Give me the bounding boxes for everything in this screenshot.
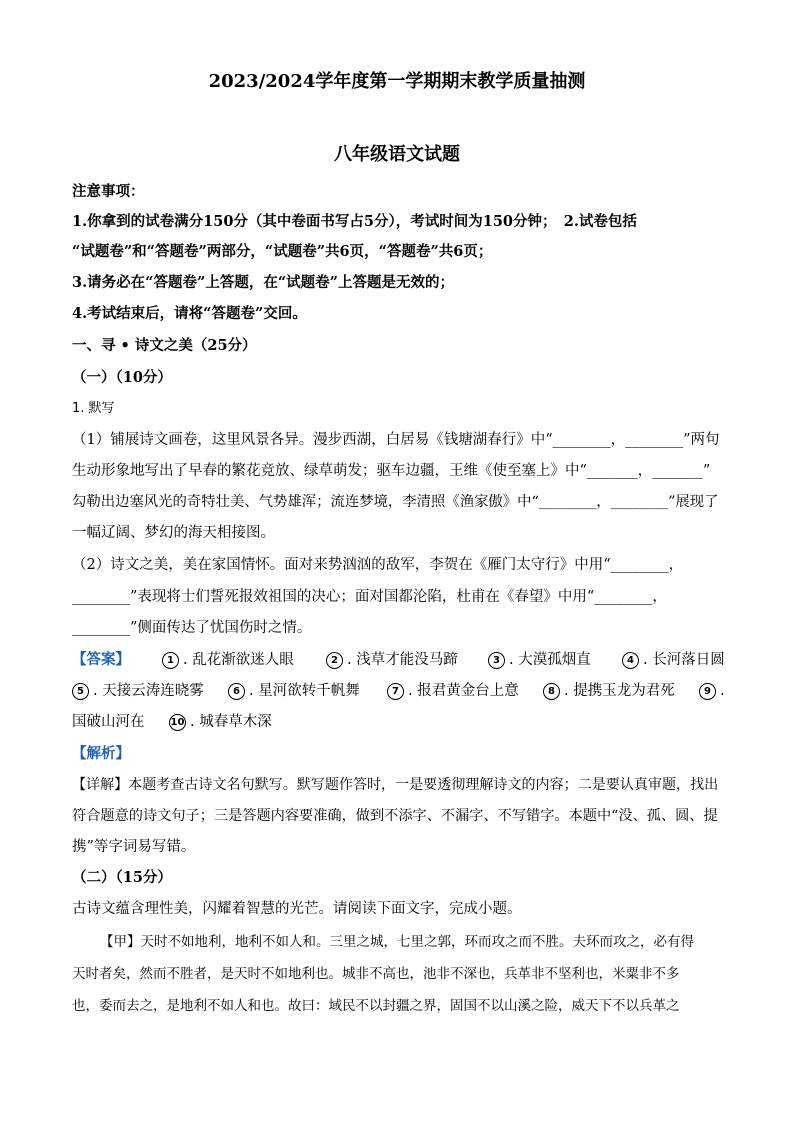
answer-item: 6 . 星河欲转千帆舞 <box>228 681 360 701</box>
answer-item: 5 . 天接云涛连晓雾 <box>72 681 204 701</box>
notice-line-1: 1.你拿到的试卷满分150分（其中卷面书写占5分），考试时间为150分钟； 2.试卷包括 <box>72 213 637 230</box>
section1-heading: 一、寻 • 诗文之美（25分） <box>72 337 257 354</box>
passage-jia-line-3: 也，委而去之，是地利不如人和也。故曰：域民不以封疆之界，固国不以山溪之险，威天下不以兵革之 <box>72 998 680 1014</box>
answer-item: 8 . 提携玉龙为君死 <box>543 681 675 701</box>
passage-jia-line-2: 天时者矣，然而不胜者，是天时不如地利也。城非不高也，池非不深也，兵革非不坚利也，米粟非不多 <box>72 966 680 982</box>
answer-item: 3 . 大漠孤烟直 <box>488 650 591 670</box>
notice-heading: 注意事项： <box>72 183 145 200</box>
exam-title: 2023/2024学年度第一学期期末教学质量抽测 <box>208 71 586 92</box>
notice-line-3: 3.请务必在“答题卷”上答题，在“试题卷”上答题是无效的； <box>72 274 454 291</box>
q1-part1-line-2: 生动形象地写出了早春的繁花竞放、绿草萌发；驱车边疆，王维《使至塞上》中“_______，_______” <box>72 463 711 479</box>
q1-part1-line-4: 一幅辽阔、梦幻的海天相接图。 <box>72 525 275 541</box>
q1-part1-line-3: 勾勒出边塞风光的奇特壮美、气势雄浑；流连梦境，李清照《渔家傲》中“________，________”展现了 <box>72 494 719 510</box>
circled-number-icon: 5 <box>72 683 89 700</box>
circled-number-icon: 8 <box>543 683 560 700</box>
circled-number-icon: 3 <box>488 652 505 669</box>
q1-part2-line-3: ________”侧面传达了忧国伤时之情。 <box>72 620 312 636</box>
passage-jia-line-1: 【甲】天时不如地利，地利不如人和。三里之城，七里之郭，环而攻之而不胜。夫环而攻之，必有得 <box>100 934 694 950</box>
notice-line-2: “试题卷”和“答题卷”两部分，“试题卷”共6页，“答题卷”共6页； <box>72 243 493 260</box>
answer-label: 【答案】 <box>72 651 130 668</box>
exam-subtitle: 八年级语文试题 <box>334 144 460 165</box>
answer-item: 1 . 乱花渐欲迷人眼 <box>162 650 294 670</box>
part2-heading: （二）（15分） <box>72 869 172 886</box>
answer-item: 9 . <box>699 681 725 701</box>
circled-number-icon: 9 <box>699 683 716 700</box>
answer-row-1 <box>72 650 724 670</box>
answer-item: 4 . 长河落日圆 <box>622 650 725 670</box>
analysis-line-2: 符合题意的诗文句子；三是答题内容要准确，做到不添字、不漏字、不写错字。本题中“没、孤、圆、提 <box>72 808 718 824</box>
analysis-line-1: 【详解】本题考查古诗文名句默写。默写题作答时，一是要透彻理解诗文的内容；二是要认真审题，找出 <box>72 777 719 793</box>
circled-number-icon: 1 <box>162 652 179 669</box>
answer-item: 2 . 浅草才能没马蹄 <box>326 650 458 670</box>
analysis-label: 【解析】 <box>72 745 130 762</box>
answer-row-3 <box>72 712 724 732</box>
answer-item: 7 . 报君黄金台上意 <box>387 681 519 701</box>
answer-item: 10 . 城春草木深 <box>170 714 272 730</box>
part2-intro: 古诗文蕴含理性美，闪耀着智慧的光芒。请阅读下面文字，完成小题。 <box>72 901 522 917</box>
answer-item-continued: 国破山河在 <box>72 714 145 730</box>
q1-title: 1. 默写 <box>72 401 115 416</box>
circled-number-icon: 6 <box>228 683 245 700</box>
q1-part2-line-2: ________”表现将士们誓死报效祖国的决心；面对国都沦陷，杜甫在《春望》中用“________， <box>72 589 667 605</box>
circled-number-icon: 7 <box>387 683 404 700</box>
circled-number-icon: 4 <box>622 652 639 669</box>
circled-number-icon: 2 <box>326 652 343 669</box>
circled-number-icon: 10 <box>169 714 186 731</box>
q1-part1-line-1: （1）铺展诗文画卷，这里风景各异。漫步西湖，白居易《钱塘湖春行》中“________，________”两句 <box>72 432 720 448</box>
analysis-line-3: 携”等字词易写错。 <box>72 839 196 855</box>
part1-heading: （一）（10分） <box>72 369 172 386</box>
q1-part2-line-1: （2）诗文之美，美在家国情怀。面对来势汹汹的敌军，李贺在《雁门太守行》中用“________， <box>72 557 684 573</box>
answer-row-2 <box>72 681 724 701</box>
notice-line-4: 4.考试结束后，请将“答题卷”交回。 <box>72 305 307 322</box>
